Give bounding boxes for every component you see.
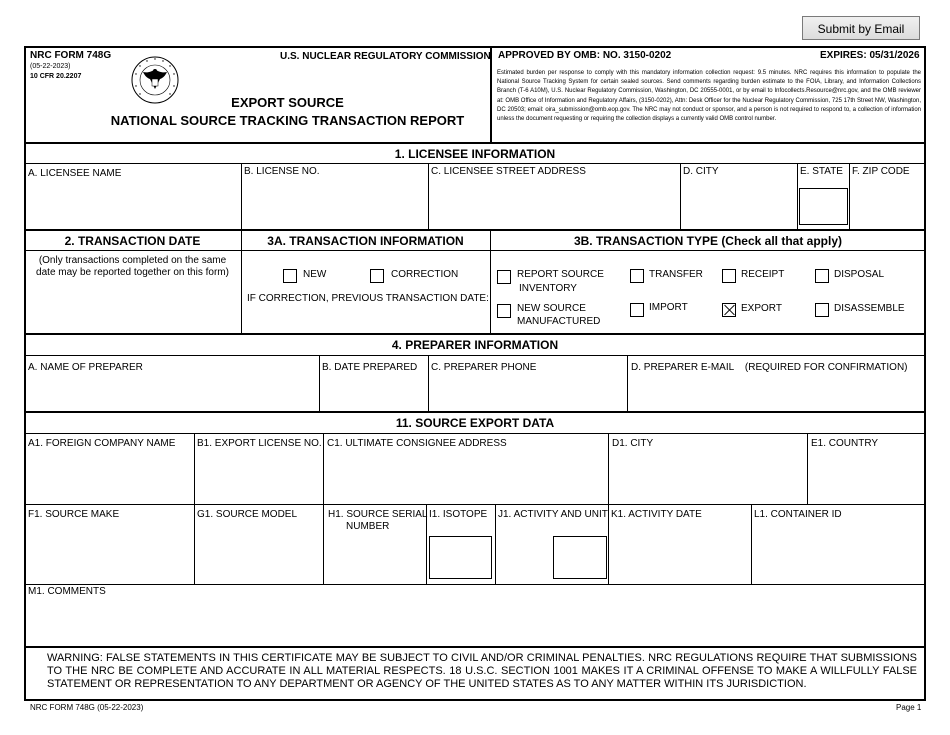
- city-input[interactable]: [682, 179, 795, 227]
- license-no-label: B. LICENSE NO.: [244, 166, 320, 177]
- source-model-input[interactable]: [196, 522, 321, 582]
- isotope-label: I1. ISOTOPE: [429, 509, 488, 520]
- preparer-phone-input[interactable]: [430, 375, 625, 409]
- activity-date-label: K1. ACTIVITY DATE: [611, 509, 702, 520]
- agency-name: U.S. NUCLEAR REGULATORY COMMISSION: [280, 51, 491, 62]
- expiration-date: EXPIRES: 05/31/2026: [820, 50, 920, 61]
- burden-statement: Estimated burden per response to comply with this mandatory information collection request: 9.5 minutes. NRC requires this information to populate the National Source Tracking System for certain sealed sources. Send comments regarding burden estimate to the FOIA, Library, and Information Collections Branch (T-6 A10M), U.S. Nuclear Regulatory Commission, Washington, DC 20555-0001, or by email to Infocollects.Resource@nrc.gov, and the OMB reviewer at: OMB Office of Information and Regulatory Affairs, (3150-0202), Attn: Desk Officer for the Nuclear Regulatory Commission, 725 17th Street NW, Washington, DC 20503; email: oira_submission@omb.eop.gov. The NRC may not conduct or sponsor, and a person is not required to respond to, a collection of information unless the document requesting or requiring the collection displays a currently valid OMB control number.: [497, 70, 921, 123]
- state-label: E. STATE: [800, 166, 843, 177]
- consignee-address-label: C1. ULTIMATE CONSIGNEE ADDRESS: [327, 438, 507, 449]
- new-label: NEW: [303, 269, 327, 280]
- zip-label: F. ZIP CODE: [852, 166, 910, 177]
- disposal-checkbox[interactable]: [815, 269, 829, 283]
- cfr-reference: 10 CFR 20.2207: [30, 73, 82, 80]
- foreign-company-label: A1. FOREIGN COMPANY NAME: [28, 438, 176, 449]
- comments-label: M1. COMMENTS: [28, 586, 106, 597]
- report-inventory-checkbox[interactable]: [497, 270, 511, 284]
- preparer-email-label: D. PREPARER E-MAIL (REQUIRED FOR CONFIRMATION): [631, 362, 908, 373]
- licensee-name-label: A. LICENSEE NAME: [28, 168, 122, 179]
- transaction-date-note-line2: date may be reported together on this form): [36, 267, 229, 278]
- section-export-data-title: 11. SOURCE EXPORT DATA: [395, 416, 555, 430]
- activity-value-input[interactable]: [497, 536, 551, 580]
- preparer-phone-label: C. PREPARER PHONE: [431, 362, 537, 373]
- section-transaction-info-title: 3A. TRANSACTION INFORMATION: [267, 234, 464, 248]
- form-number: NRC FORM 748G: [30, 50, 112, 61]
- licensee-name-input[interactable]: [26, 181, 239, 227]
- import-checkbox[interactable]: [630, 303, 644, 317]
- previous-transaction-date-input[interactable]: [245, 307, 488, 331]
- country-input[interactable]: [809, 451, 923, 502]
- preparer-name-input[interactable]: [26, 375, 317, 409]
- source-model-label: G1. SOURCE MODEL: [197, 509, 298, 520]
- activity-date-input[interactable]: [610, 522, 749, 582]
- new-checkbox[interactable]: [283, 269, 297, 283]
- export-checkbox[interactable]: [722, 303, 736, 317]
- transaction-date-input[interactable]: [26, 281, 239, 331]
- new-source-label-line2: MANUFACTURED: [517, 316, 601, 327]
- receipt-label: RECEIPT: [741, 269, 785, 280]
- export-license-label: B1. EXPORT LICENSE NO.: [197, 438, 322, 449]
- submit-by-email-button[interactable]: Submit by Email: [802, 16, 920, 40]
- disassemble-checkbox[interactable]: [815, 303, 829, 317]
- state-input[interactable]: [799, 188, 848, 225]
- correction-label: CORRECTION: [391, 269, 459, 280]
- report-inventory-label-line1: REPORT SOURCE: [517, 269, 604, 280]
- export-city-input[interactable]: [610, 451, 805, 502]
- date-prepared-label: B. DATE PREPARED: [322, 362, 418, 373]
- container-id-input[interactable]: [753, 522, 923, 582]
- section-preparer-title: 4. PREPARER INFORMATION: [391, 338, 559, 352]
- export-license-input[interactable]: [196, 451, 321, 502]
- correction-checkbox[interactable]: [370, 269, 384, 283]
- serial-number-label-line1: H1. SOURCE SERIAL: [328, 509, 428, 520]
- section-transaction-date-title: 2. TRANSACTION DATE: [64, 234, 201, 248]
- report-inventory-label-line2: INVENTORY: [519, 283, 577, 294]
- transfer-checkbox[interactable]: [630, 269, 644, 283]
- serial-number-label-line2: NUMBER: [346, 521, 390, 532]
- zip-input[interactable]: [851, 179, 923, 227]
- form-title-line2: NATIONAL SOURCE TRACKING TRANSACTION REPORT: [110, 113, 465, 128]
- import-label: IMPORT: [649, 302, 688, 313]
- transaction-date-note-line1: (Only transactions completed on the same: [38, 255, 227, 266]
- street-address-label: C. LICENSEE STREET ADDRESS: [431, 166, 586, 177]
- section-transaction-type-title: 3B. TRANSACTION TYPE (Check all that apply): [573, 234, 843, 248]
- form-revision-date: (05-22-2023): [30, 63, 71, 70]
- section-licensee-title: 1. LICENSEE INFORMATION: [394, 147, 556, 161]
- activity-unit-dropdown[interactable]: [553, 536, 607, 579]
- page-number: Page 1: [896, 703, 922, 712]
- form-title-line1: EXPORT SOURCE: [231, 95, 344, 110]
- country-label: E1. COUNTRY: [811, 438, 879, 449]
- new-source-checkbox[interactable]: [497, 304, 511, 318]
- city-label: D. CITY: [683, 166, 719, 177]
- preparer-name-label: A. NAME OF PREPARER: [28, 362, 143, 373]
- disposal-label: DISPOSAL: [834, 269, 885, 280]
- receipt-checkbox[interactable]: [722, 269, 736, 283]
- new-source-label-line1: NEW SOURCE: [517, 303, 586, 314]
- warning-statement: WARNING: FALSE STATEMENTS IN THIS CERTIFICATE MAY BE SUBJECT TO CIVIL AND/OR CRIMINAL PENALTIES. NRC REGULATIONS REQUIRE THAT SUBMISSIONS TO THE NRC BE COMPLETE AND ACCURATE IN ALL MATERIAL RESPECTS. 18 U.S.C. SECTION 1001 MAKES IT A CRIMINAL OFFENSE TO MAKE A WILLFULLY FALSE STATEMENT OR REPRESENTATION TO ANY DEPARTMENT OR AGENCY OF THE UNITED STATES AS TO ANY MATTER WITHIN ITS JURISDICTION.: [47, 652, 917, 690]
- source-make-input[interactable]: [26, 522, 192, 582]
- source-make-label: F1. SOURCE MAKE: [28, 509, 120, 520]
- previous-date-label: IF CORRECTION, PREVIOUS TRANSACTION DATE:: [247, 293, 489, 304]
- comments-input[interactable]: [26, 599, 923, 644]
- isotope-dropdown[interactable]: [429, 536, 492, 579]
- container-id-label: L1. CONTAINER ID: [754, 509, 842, 520]
- export-label: EXPORT: [741, 303, 782, 314]
- consignee-address-input[interactable]: [325, 451, 606, 502]
- street-address-input[interactable]: [430, 179, 678, 227]
- disassemble-label: DISASSEMBLE: [834, 303, 905, 314]
- footer-form-id: NRC FORM 748G (05-22-2023): [30, 703, 144, 712]
- preparer-email-input[interactable]: [629, 375, 923, 409]
- date-prepared-input[interactable]: [321, 375, 426, 409]
- export-city-label: D1. CITY: [612, 438, 654, 449]
- omb-approval: APPROVED BY OMB: NO. 3150-0202: [498, 50, 672, 61]
- serial-number-input[interactable]: [325, 535, 424, 582]
- foreign-company-input[interactable]: [26, 451, 192, 502]
- activity-unit-label: J1. ACTIVITY AND UNIT: [498, 509, 608, 520]
- transfer-label: TRANSFER: [649, 269, 703, 280]
- license-no-input[interactable]: [243, 179, 426, 227]
